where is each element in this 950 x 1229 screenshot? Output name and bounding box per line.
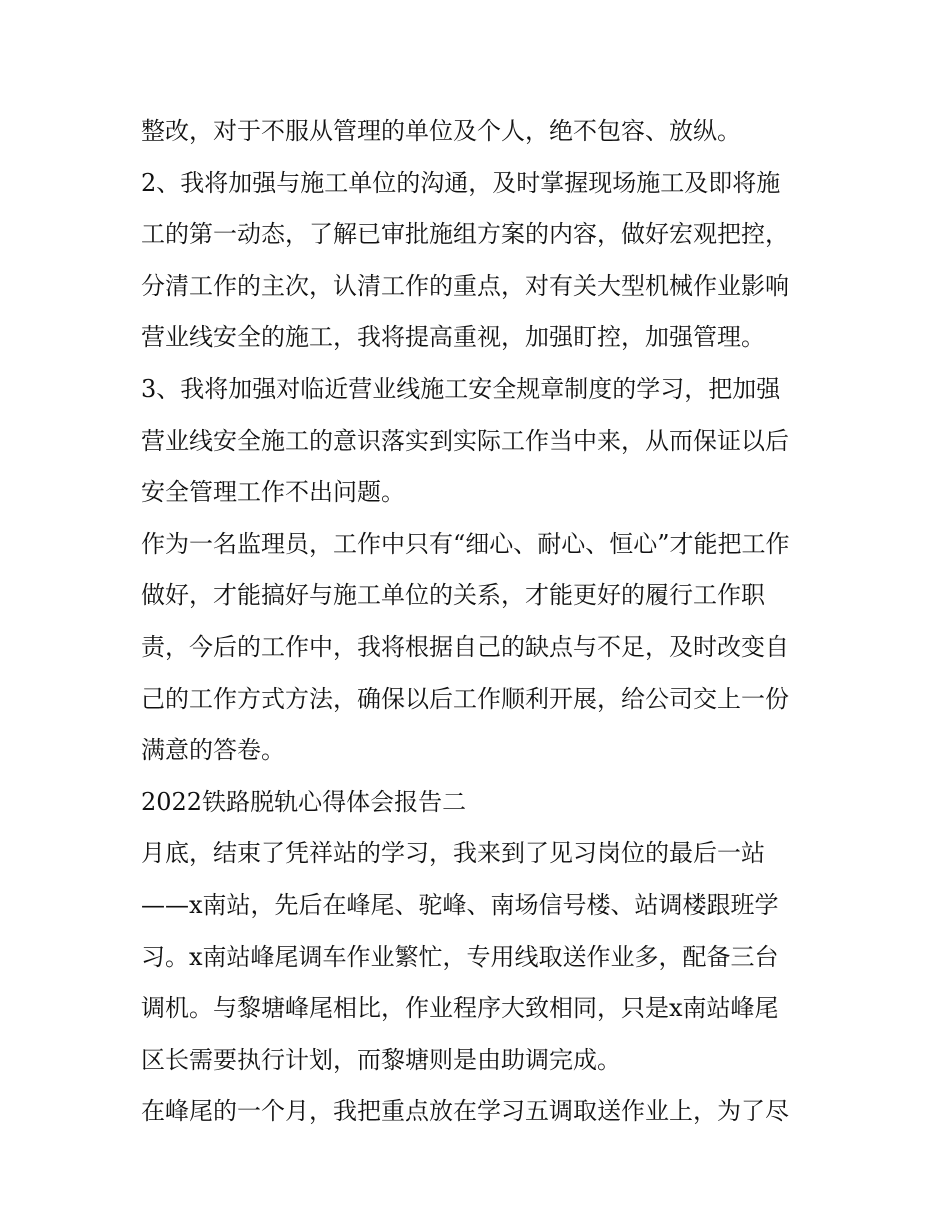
text-line: 2、我将加强与施工单位的沟通，及时掌握现场施工及即将施 [141, 168, 781, 197]
text-line: ——x南站，先后在峰尾、驼峰、南场信号楼、站调楼跟班学 [141, 890, 779, 919]
document-body [141, 106, 821, 1138]
text-line: 责，今后的工作中，我将根据自己的缺点与不足，及时改变自 [141, 632, 789, 661]
text-line: 分清工作的主次，认清工作的重点，对有关大型机械作业影响 [141, 271, 789, 300]
text-line: 安全管理工作不出问题。 [141, 478, 405, 507]
section-heading: 2022铁路脱轨心得体会报告二 [141, 787, 467, 816]
text-line: 作为一名监理员，工作中只有“细心、耐心、恒心”才能把工作 [141, 529, 790, 558]
text-line: 调机。与黎塘峰尾相比，作业程序大致相同，只是x南站峰尾 [141, 994, 779, 1023]
text-line: 区长需要执行计划，而黎塘则是由助调完成。 [141, 1045, 621, 1074]
text-line: 营业线安全施工的意识落实到实际工作当中来，从而保证以后 [141, 426, 789, 455]
text-line: 习。x南站峰尾调车作业繁忙，专用线取送作业多，配备三台 [141, 942, 779, 971]
text-line: 营业线安全的施工，我将提高重视，加强盯控，加强管理。 [141, 323, 765, 352]
text-line: 做好，才能搞好与施工单位的关系，才能更好的履行工作职 [141, 581, 765, 610]
text-line: 3、我将加强对临近营业线施工安全规章制度的学习，把加强 [141, 374, 781, 403]
text-line: 己的工作方式方法，确保以后工作顺利开展，给公司交上一份 [141, 684, 789, 713]
text-line: 在峰尾的一个月，我把重点放在学习五调取送作业上，为了尽 [141, 1097, 789, 1126]
text-line: 工的第一动态，了解已审批施组方案的内容，做好宏观把控， [141, 220, 789, 249]
text-line: 满意的答卷。 [141, 736, 285, 765]
text-line: 月底，结束了凭祥站的学习，我来到了见习岗位的最后一站 [141, 839, 765, 868]
text-line: 整改，对于不服从管理的单位及个人，绝不包容、放纵。 [141, 117, 741, 145]
